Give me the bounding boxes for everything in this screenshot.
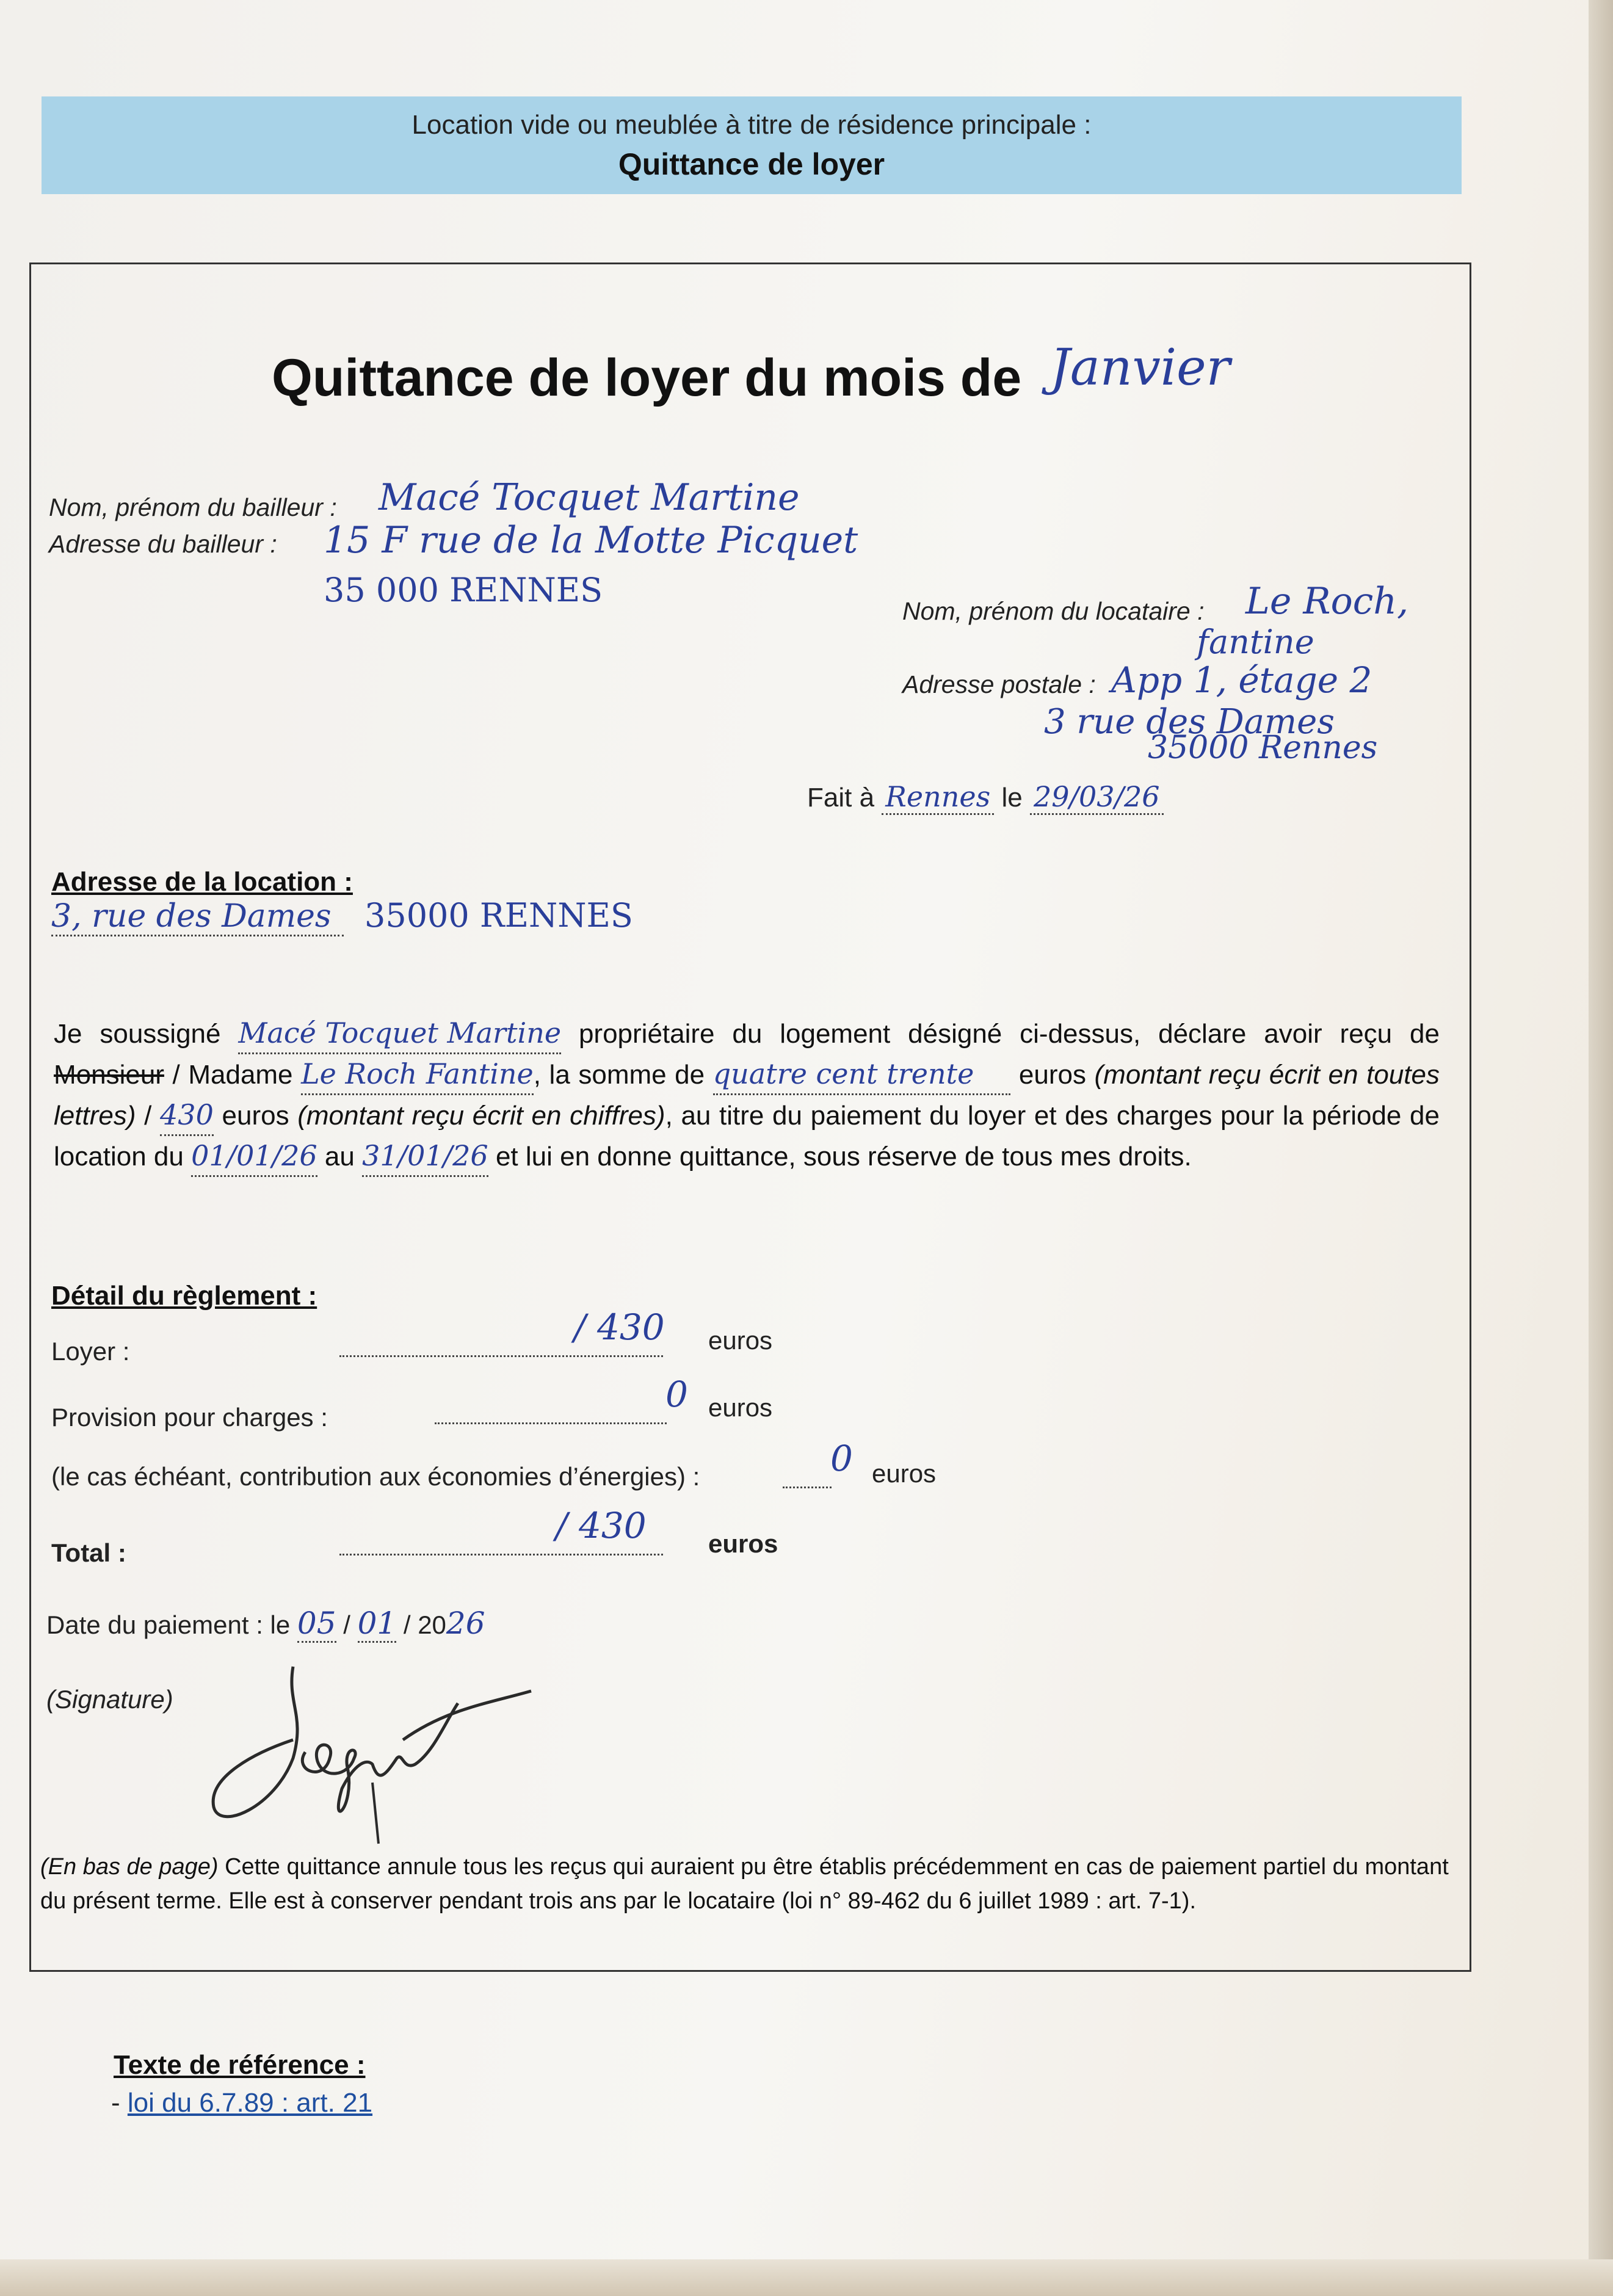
energie-dots (783, 1456, 832, 1488)
reference-item (111, 2088, 372, 2118)
bailleur-address-line2: 35 000 RENNES (324, 571, 603, 609)
locataire-name-line2: fantine (1197, 623, 1314, 661)
locataire-address-line1: App 1, étage 2 (1111, 659, 1372, 701)
locataire-address-line2: 3 rue des Dames (1044, 702, 1335, 742)
energie-label: (le cas échéant, contribution aux économies d’énergies) : (51, 1462, 700, 1491)
decl-monsieur-struck: Monsieur (54, 1060, 164, 1090)
bailleur-address-label: Adresse du bailleur : (49, 530, 277, 558)
footer-text: Cette quittance annule tous les reçus qui auraient pu être établis précédemment en cas de paiement partiel du montant du présent terme. Elle est à conserver pendant trois ans par le locataire (loi n° 89-462 du 6 juillet 1989 : art. 7-1). (40, 1854, 1449, 1914)
reference-link[interactable]: loi du 6.7.89 : art. 21 (127, 2088, 373, 2118)
decl-text: propriétaire du logement désigné ci-dessus, déclare avoir reçu de (578, 1019, 1440, 1049)
total-euros: euros (708, 1529, 778, 1558)
decl-text: , la somme de (533, 1060, 705, 1090)
payment-date-century: 20 (418, 1610, 446, 1639)
decl-period-to: 31/01/26 (362, 1136, 488, 1177)
footer-note (40, 1850, 1457, 1918)
bailleur-name-label: Nom, prénom du bailleur : (49, 493, 337, 521)
decl-text: euros (1018, 1060, 1086, 1090)
banner-title: Quittance de loyer (618, 147, 885, 181)
location-address-street: 3, rue des Dames (51, 898, 344, 936)
receipt-title: Quittance de loyer du mois de (272, 349, 1022, 407)
fait-date: 29/03/26 (1030, 780, 1164, 815)
charges-label: Provision pour charges : (51, 1403, 328, 1432)
decl-text: (montant reçu écrit en chiffres) (297, 1101, 665, 1131)
locataire-name-label: Nom, prénom du locataire : (902, 597, 1205, 625)
locataire-address-label: Adresse postale : (902, 670, 1096, 698)
total-value: / 430 (556, 1505, 647, 1546)
payment-date-month: 01 (358, 1606, 397, 1643)
decl-text: et lui en donne quittance, sous réserve de tous mes droits. (495, 1142, 1192, 1172)
loyer-value: / 430 (574, 1306, 665, 1348)
banner-subtitle: Location vide ou meublée à titre de résidence principale : (411, 110, 1092, 140)
payment-date-day: 05 (297, 1606, 336, 1643)
fait-place: Rennes (882, 780, 994, 815)
decl-text: Je soussigné (54, 1019, 221, 1049)
energie-value: 0 (830, 1438, 853, 1479)
bailleur-name-value: Macé Tocquet Martine (379, 476, 800, 519)
month-value: Janvier (1050, 339, 1230, 397)
paper-edge (1589, 0, 1613, 2296)
locataire-address-line3: 35000 Rennes (1148, 730, 1378, 766)
bailleur-address-line1: 15 F rue de la Motte Picquet (324, 519, 858, 562)
fait-prefix: Fait à (807, 783, 875, 813)
decl-text: euros (222, 1101, 289, 1131)
decl-text: au (324, 1142, 355, 1172)
location-address-label: Adresse de la location : (51, 867, 353, 897)
fait-le: le (1001, 783, 1023, 813)
loyer-euros: euros (708, 1326, 773, 1355)
energie-euros: euros (872, 1459, 937, 1488)
total-label: Total : (51, 1538, 126, 1567)
decl-text: / (144, 1101, 152, 1131)
decl-period-from: 01/01/26 (191, 1136, 317, 1177)
handwritten-signature (201, 1648, 568, 1868)
declaration-paragraph (54, 1013, 1440, 1177)
table-edge (0, 2259, 1613, 2296)
decl-locataire: Le Roch Fantine (301, 1054, 534, 1095)
charges-euros: euros (708, 1393, 773, 1422)
footer-prefix: (En bas de page) (40, 1854, 219, 1880)
loyer-label: Loyer : (51, 1337, 130, 1366)
charges-value: 0 (665, 1374, 688, 1415)
payment-date-line: Date du paiement : le 05 / 01 / 2026 (46, 1606, 485, 1643)
payment-date-label: Date du paiement : le (46, 1610, 291, 1639)
decl-text: / Madame (172, 1060, 293, 1090)
locataire-name-line1: Le Roch, (1245, 580, 1409, 623)
decl-amount-letters: quatre cent trente (713, 1054, 1011, 1095)
decl-text: , au titre du paiement du loyer et des charges pour la période de location du (54, 1101, 1440, 1172)
header-banner (42, 96, 1462, 194)
reference-heading: Texte de référence : (114, 2050, 366, 2080)
decl-text: (montant reçu écrit en toutes lettres) (54, 1060, 1440, 1131)
charges-dots (435, 1392, 667, 1424)
signature-label: (Signature) (46, 1685, 173, 1714)
detail-heading: Détail du règlement : (51, 1281, 317, 1311)
fait-a-line (807, 780, 1164, 815)
location-address-value (51, 896, 633, 936)
location-address-city: 35000 RENNES (364, 896, 633, 935)
decl-bailleur: Macé Tocquet Martine (238, 1013, 561, 1054)
decl-amount-digits: 430 (160, 1095, 214, 1136)
payment-date-year: 26 (446, 1606, 485, 1641)
reference-dash: - (111, 2088, 120, 2118)
